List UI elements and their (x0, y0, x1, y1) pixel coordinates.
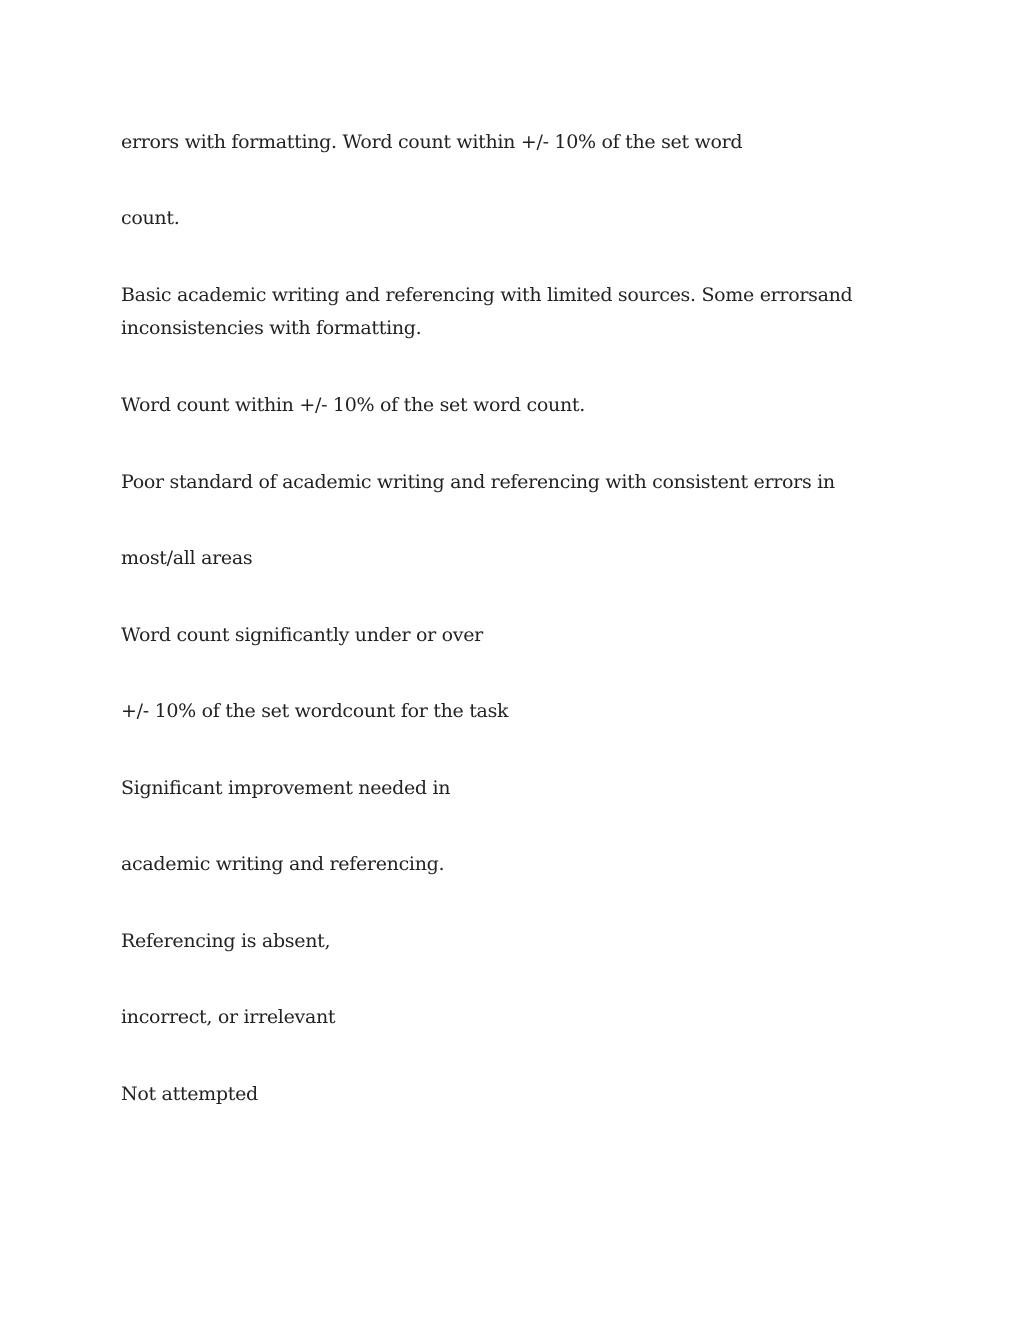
paragraph: Word count within +/- 10% of the set word count. (121, 394, 585, 416)
paragraph: Basic academic writing and referencing with limited sources. Some errorsand inconsistencies with formatting. (121, 284, 853, 339)
paragraph: academic writing and referencing. (121, 853, 445, 875)
paragraph: Not attempted (121, 1083, 258, 1105)
paragraph: Significant improvement needed in (121, 777, 451, 799)
paragraph: most/all areas (121, 547, 253, 569)
paragraph: count. (121, 207, 180, 229)
paragraph: Referencing is absent, (121, 930, 331, 952)
paragraph: incorrect, or irrelevant (121, 1006, 336, 1028)
paragraph: Poor standard of academic writing and referencing with consistent errors in (121, 471, 835, 493)
paragraph: errors with formatting. Word count within +/- 10% of the set word (121, 131, 743, 153)
paragraph: Word count significantly under or over (121, 624, 483, 646)
paragraph: +/- 10% of the set wordcount for the task (121, 700, 509, 722)
